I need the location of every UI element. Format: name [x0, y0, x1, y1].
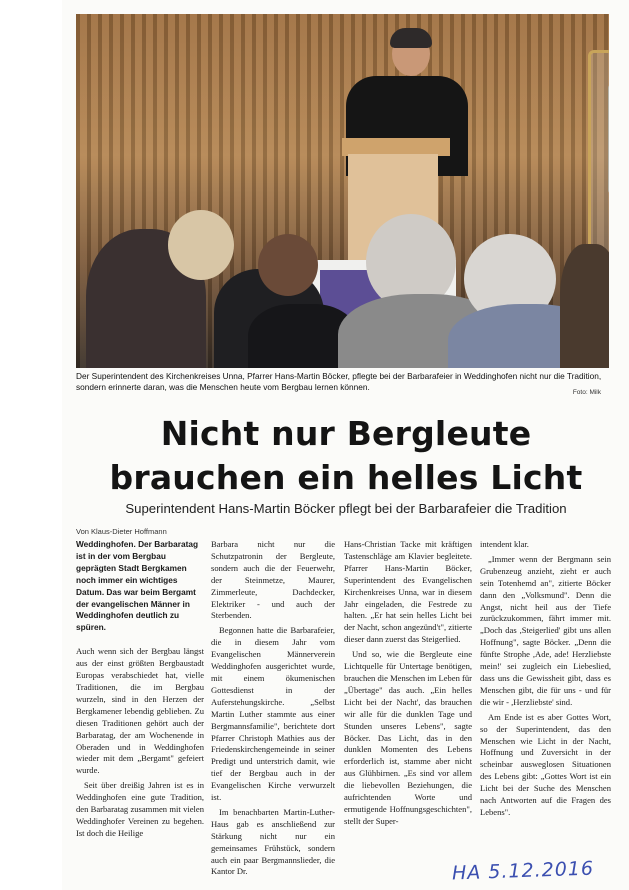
paragraph: intendent klar.	[480, 539, 529, 549]
article-column-2	[211, 539, 335, 881]
article-column-4	[480, 539, 611, 822]
article-column-1	[76, 539, 204, 843]
speaker-hair	[390, 28, 432, 48]
photo-caption: Der Superintendent des Kirchenkreises Unna, Pfarrer Hans-Martin Böcker, pflegte bei der Barbarafeier in Weddinghofen nicht nur die Tradition, sondern erinnerte daran, was die Menschen heute vom Bergbau lernen können.	[76, 371, 602, 392]
paragraph: Auch wenn sich der Bergbau längst aus der einst größten Bergbaustadt Europas verabschiedet hat, vielle Traditionen, die im Bergbau wurzeln, sind in den Herzen der Bergkamener lebendig geblieben. Zu diesen Traditionen gehört auch der Barbaratag, der am Wochenende in Oberaden und in Weddinghofen wieder mit dem „Bergamt" gefeiert wurde.	[76, 646, 204, 776]
event-photo	[76, 14, 609, 368]
paragraph: „Immer wenn der Bergmann sein Grubenzeug anzieht, zieht er auch sein Totenhemd an", zitierte Böcker dann den „Volksmund". Denn die Angst, nicht heil aus der Tiefe zurückzukommen, fährt immer mit. „Doch das ,Steigerlied' gibt uns allen Hoffnung", sagte Böcker. „Denn die fünfte Strophe ,Ade, ade! Herzliebste mein!' sei zugleich ein Liebeslied, dass uns die Gewissheit gibt, dass es Menschen gibt, die für uns - und für die wir - ,Herzliebste' sind.	[480, 553, 611, 707]
photo-credit: Foto: Milk	[572, 389, 601, 396]
audience-member	[168, 210, 234, 280]
lead-paragraph: Weddinghofen. Der Barbaratag ist in der vom Bergbau geprägten Stadt Bergkamen noch immer ein wichtiges Datum. Das war beim Bergamt der evangelischen Männer in Weddinghofen deutlich zu spüren.	[76, 539, 199, 633]
paragraph: Seit über dreißig Jahren ist es in Weddinghofen eine gute Tradition, den Barbaratag zusammen mit vielen Weddinghofer Vereinen zu begehen. Ist doch die Heilige	[76, 780, 204, 838]
byline: Von Klaus-Dieter Hoffmann	[76, 527, 167, 536]
paragraph: Begonnen hatte die Barbarafeier, die in diesem Jahr vom Evangelischen Männerverein Weddinghofen ausgerichtet wurde, mit einem ökumenischen Gottesdienst in der Auferstehungskirche. „Selbst Martin Luther stammte aus einer Bergmannsfamilie", berichtete dort Pfarrer Christoph Mathies aus der Friedenskirchengemeinde in seiner Predigt und unterstrich damit, wie tief der Bergbau auch in der Evangelischen Kirche verwurzelt ist.	[211, 625, 335, 803]
paragraph: Am Ende ist es aber Gottes Wort, so der Superintendent, das den Menschen wie Licht in der Nacht, Hoffnung und Zuversicht in der scheinbar ausweglosen Situationen des Lebens gibt: „Gottes Wort ist ein Licht bei der Suche des Menschen nach Antworten auf die Fragen des Lebens".	[480, 711, 611, 817]
paragraph: Im benachbarten Martin-Luther-Haus gab es anschließend zur Stärkung nicht nur ein gemeinsames Frühstück, sondern auch ein paar Bergmannslieder, die Kantor Dr.	[211, 806, 335, 877]
subheadline: Superintendent Hans-Martin Böcker pflegt bei der Barbarafeier die Tradition	[125, 501, 567, 516]
paragraph: Barbara nicht nur die Schutzpatronin der Bergleute, sondern auch die der Feuerwehr, der Steinmetze, Maurer, Zimmerleute, Dachdecker, Elektriker - und auch der Sterbenden.	[211, 539, 335, 621]
paragraph: Hans-Christian Tacke mit kräftigen Tastenschläge am Klavier begleitete. Pfarrer Hans-Martin Böcker, Superintendent des Evangelischen Kirchenkreises Unna, war in diesem Jahr eingeladen, die Festrede zu halten. „Er hat sein helles Licht bei der Nacht, schon angezünd't", zitierte dieser dann zuerst das Steigerlied.	[344, 539, 472, 645]
miners-lamp-glass	[608, 84, 609, 194]
handwritten-date: HA 5.12.2016	[451, 857, 595, 885]
headline: Nicht nur Bergleute brauchen ein helles Licht	[109, 414, 583, 497]
paragraph: Und so, wie die Bergleute eine Lichtquelle für Untertage benötigen, brauchen die Menschen im Leben für „Übertage" das auch. „Ein helles Licht bei der Nacht', das brauchen wir alle für die dunklen Tage und Stunden unseres Lebens", sagte Böcker. Das Licht, das in den dunklen Momenten des Lebens erforderlich ist, stamme aber nicht aus Glühbirnen. „Es sind vor allem die liebevollen Beziehungen, die aufrichtenden Worte und ermutigende Hoffnungsgeschichten", stellt der Super-	[344, 649, 472, 826]
article-column-3	[344, 539, 472, 831]
audience-member	[560, 244, 609, 368]
audience-member	[258, 234, 318, 296]
